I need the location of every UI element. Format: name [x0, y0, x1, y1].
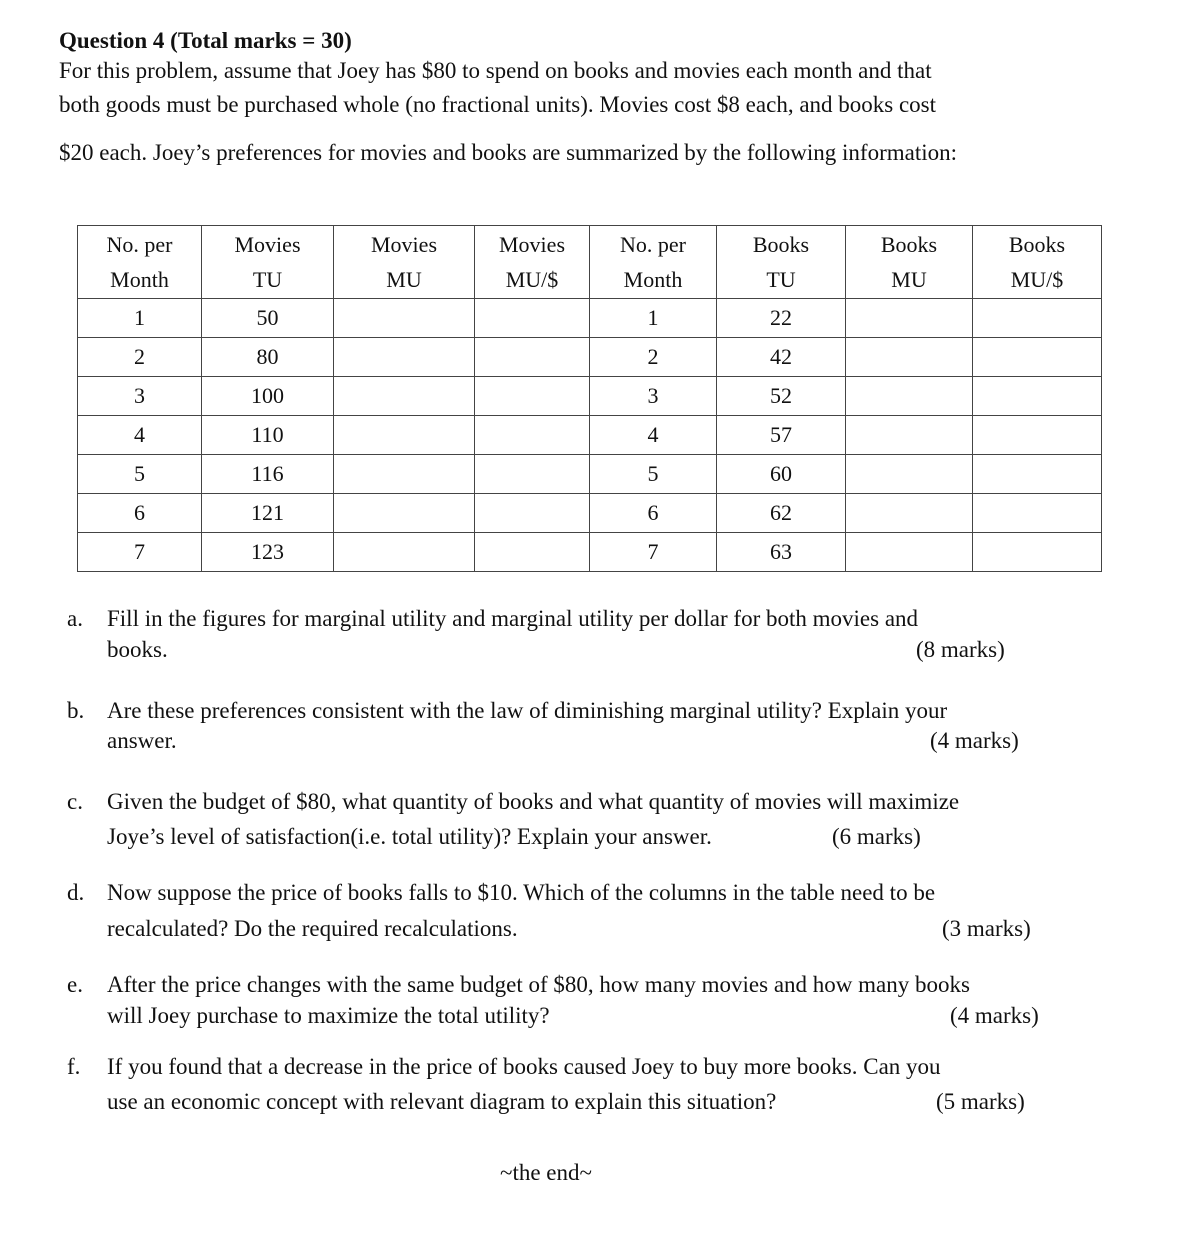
table-cell [973, 416, 1102, 455]
question-marks: (4 marks) [950, 1003, 1039, 1028]
table-cell [846, 533, 973, 572]
table-cell: 123 [202, 533, 334, 572]
table-cell: 62 [717, 494, 846, 533]
table-cell: 3 [78, 377, 202, 416]
table-cell [475, 338, 590, 377]
table-cell: 4 [78, 416, 202, 455]
table-cell [846, 455, 973, 494]
table-cell: 52 [717, 377, 846, 416]
question-letter: c. [67, 789, 83, 814]
table-cell: 57 [717, 416, 846, 455]
question-letter: d. [67, 880, 85, 905]
question-text: Now suppose the price of books falls to $10. Which of the columns in the table need to be [107, 880, 936, 905]
table-cell: 2 [78, 338, 202, 377]
table-row [78, 455, 1102, 494]
question-text: will Joey purchase to maximize the total utility? [107, 1003, 550, 1028]
header-cell: Movies MU [334, 226, 475, 299]
intro-line: $20 each. Joey’s preferences for movies and books are summarized by the following information: [59, 140, 958, 165]
table-cell [334, 299, 475, 338]
question-heading: Question 4 (Total marks = 30) [59, 28, 352, 53]
table-cell: 63 [717, 533, 846, 572]
table-cell [973, 494, 1102, 533]
table-row [78, 533, 1102, 572]
table-header-row [78, 226, 1102, 299]
table-cell [334, 377, 475, 416]
table-cell: 116 [202, 455, 334, 494]
question-text: Fill in the figures for marginal utility and marginal utility per dollar for both movies and [107, 606, 919, 631]
table-cell: 6 [78, 494, 202, 533]
question-text: If you found that a decrease in the price of books caused Joey to buy more books. Can you [107, 1054, 941, 1079]
table-cell [846, 494, 973, 533]
table-cell: 110 [202, 416, 334, 455]
table-cell [334, 455, 475, 494]
question-letter: e. [67, 972, 83, 997]
end-marker: ~the end~ [500, 1160, 592, 1185]
table-cell [846, 377, 973, 416]
question-marks: (3 marks) [942, 916, 1031, 941]
table-cell: 1 [78, 299, 202, 338]
table-row [78, 494, 1102, 533]
table-cell [334, 494, 475, 533]
question-marks: (6 marks) [832, 824, 921, 849]
question-letter: a. [67, 606, 83, 631]
table-cell [475, 416, 590, 455]
question-letter: b. [67, 698, 85, 723]
question-text: Joye’s level of satisfaction(i.e. total utility)? Explain your answer. [107, 824, 712, 849]
header-cell: No. per Month [590, 226, 717, 299]
table-cell: 22 [717, 299, 846, 338]
table-cell [334, 533, 475, 572]
question-marks: (4 marks) [930, 728, 1019, 753]
header-cell: Movies MU/$ [475, 226, 590, 299]
table-cell [973, 338, 1102, 377]
table-cell [846, 299, 973, 338]
table-row [78, 377, 1102, 416]
table-cell [846, 416, 973, 455]
table-cell: 5 [590, 455, 717, 494]
table-cell: 1 [590, 299, 717, 338]
table-cell [475, 299, 590, 338]
table-row [78, 416, 1102, 455]
table-cell: 60 [717, 455, 846, 494]
question-text: recalculated? Do the required recalculations. [107, 916, 518, 941]
table-cell: 80 [202, 338, 334, 377]
intro-line: both goods must be purchased whole (no fractional units). Movies cost $8 each, and books cost [59, 92, 937, 117]
question-marks: (8 marks) [916, 637, 1005, 662]
preferences-table [77, 225, 1102, 572]
table-cell: 4 [590, 416, 717, 455]
question-text: answer. [107, 728, 177, 753]
table-cell: 6 [590, 494, 717, 533]
table-cell [973, 533, 1102, 572]
table-cell [973, 299, 1102, 338]
header-cell: Books TU [717, 226, 846, 299]
question-marks: (5 marks) [936, 1089, 1025, 1114]
table-cell [475, 494, 590, 533]
table-row [78, 299, 1102, 338]
question-text: use an economic concept with relevant diagram to explain this situation? [107, 1089, 777, 1114]
table-cell: 50 [202, 299, 334, 338]
question-text: Given the budget of $80, what quantity of books and what quantity of movies will maximize [107, 789, 960, 814]
question-text: books. [107, 637, 168, 662]
table-cell: 2 [590, 338, 717, 377]
header-cell: Movies TU [202, 226, 334, 299]
question-text: Are these preferences consistent with the law of diminishing marginal utility? Explain your [107, 698, 948, 723]
table-cell [334, 416, 475, 455]
table-cell [475, 455, 590, 494]
question-text: After the price changes with the same budget of $80, how many movies and how many books [107, 972, 970, 997]
header-cell: Books MU [846, 226, 973, 299]
table-cell [475, 533, 590, 572]
table-cell: 100 [202, 377, 334, 416]
question-letter: f. [67, 1054, 81, 1079]
table-cell [846, 338, 973, 377]
table-cell: 7 [590, 533, 717, 572]
header-cell: Books MU/$ [973, 226, 1102, 299]
table-cell [475, 377, 590, 416]
table-cell: 3 [590, 377, 717, 416]
table-cell [973, 377, 1102, 416]
intro-line: For this problem, assume that Joey has $80 to spend on books and movies each month and that [59, 58, 932, 83]
table-cell: 121 [202, 494, 334, 533]
table-cell [973, 455, 1102, 494]
table-cell: 5 [78, 455, 202, 494]
table-cell: 42 [717, 338, 846, 377]
table-cell [334, 338, 475, 377]
header-cell: No. per Month [78, 226, 202, 299]
table-row [78, 338, 1102, 377]
table-cell: 7 [78, 533, 202, 572]
